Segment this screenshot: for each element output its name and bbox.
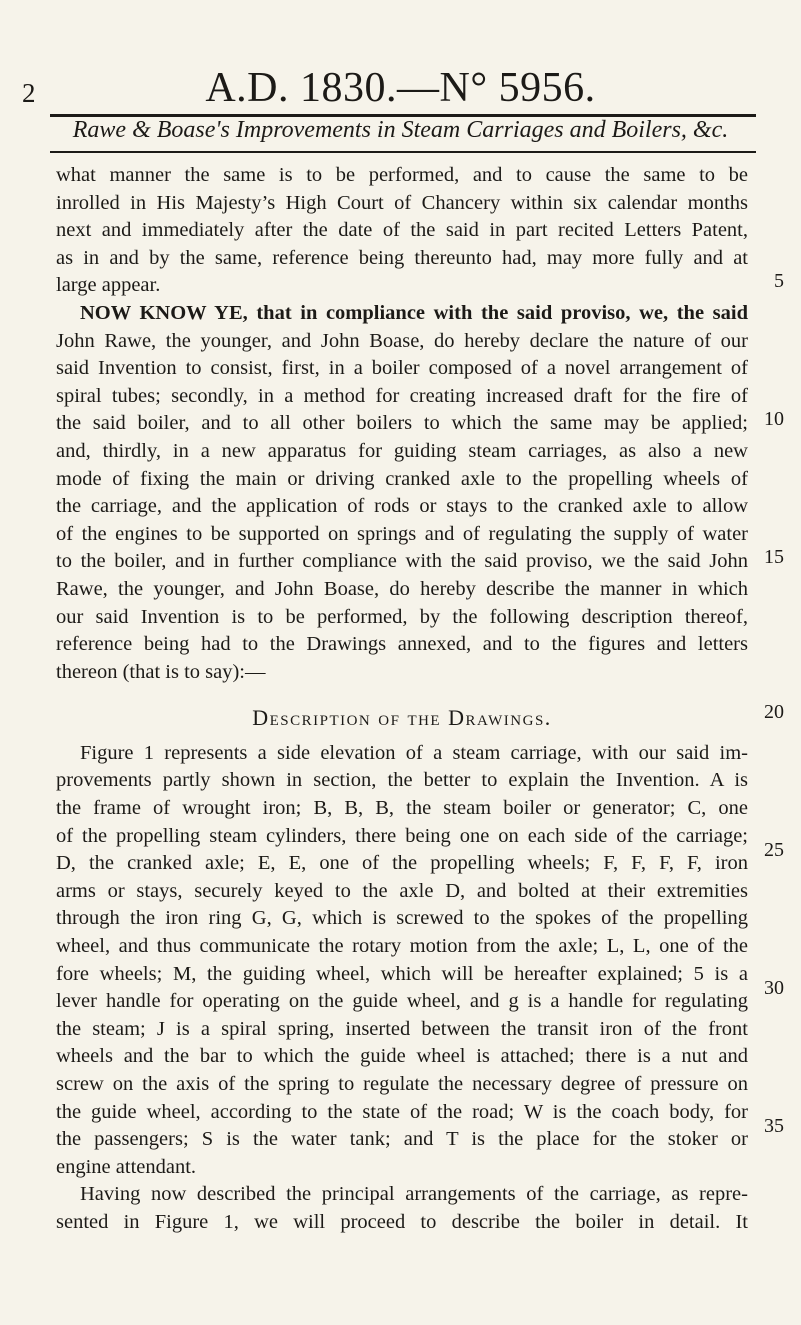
- text-line: wheel, and thus communicate the rotary motion from the axle; L, L, one of the: [56, 935, 748, 958]
- text-line: Figure 1 represents a side elevation of a steam carriage, with our said im-: [80, 741, 748, 764]
- text-line: of the engines to be supported on springs and of regulating the supply of water: [56, 522, 748, 545]
- text-line: our said Invention is to be performed, by the following description thereof,: [56, 605, 748, 628]
- text-line: to the boiler, and in further compliance with the said proviso, we the said John: [56, 550, 748, 573]
- text-line: next and immediately after the date of the said in part recited Letters Patent,: [56, 219, 748, 242]
- text-line: of the propelling steam cylinders, there being one on each side of the carriage;: [56, 824, 748, 847]
- text-line: provements partly shown in section, the better to explain the Invention. A is: [56, 769, 748, 792]
- text-line: thereon (that is to say):—: [56, 660, 266, 683]
- body-text: [56, 162, 748, 1237]
- text-line: lever handle for operating on the guide wheel, and g is a handle for regulating: [56, 990, 748, 1013]
- text-line: sented in Figure 1, we will proceed to describe the boiler in detail. It: [56, 1210, 748, 1233]
- text-line: screw on the axis of the spring to regulate the necessary degree of pressure on: [56, 1073, 748, 1095]
- text-line: engine attendant.: [56, 1155, 197, 1178]
- text-line: inrolled in His Majesty’s High Court of Chancery within six calendar months: [56, 191, 748, 214]
- margin-line-number: 15: [764, 546, 784, 568]
- text-line: through the iron ring G, G, which is screwed to the spokes of the propelling: [56, 907, 748, 930]
- text-line: arms or stays, securely keyed to the axle D, and bolted at their extremities: [56, 879, 748, 902]
- text-line: the frame of wrought iron; B, B, B, the steam boiler or generator; C, one: [56, 797, 748, 820]
- text-line: the passengers; S is the water tank; and T is the place for the stoker or: [56, 1128, 748, 1151]
- text-line: fore wheels; M, the guiding wheel, which will be hereafter explained; 5 is a: [56, 962, 748, 985]
- text-line: large appear.: [56, 274, 161, 297]
- text-line: said Invention to consist, first, in a boiler composed of a novel arrangement of: [56, 357, 748, 380]
- text-line: spiral tubes; secondly, in a method for creating increased draft for the fire of: [56, 384, 748, 407]
- text-line: the carriage, and the application of rods or stays to the cranked axle to allow: [56, 495, 748, 518]
- text-line: D, the cranked axle; E, E, one of the propelling wheels; F, F, F, F, iron: [56, 852, 748, 875]
- text-line: NOW KNOW YE, that in compliance with the said proviso, we, the said: [80, 301, 748, 324]
- text-line: mode of fixing the main or driving cranked axle to the propelling wheels of: [56, 467, 748, 490]
- text-line: wheels and the bar to which the guide wheel is attached; there is a nut and: [56, 1045, 748, 1068]
- text-line: reference being had to the Drawings annexed, and to the figures and letters: [56, 633, 748, 656]
- text-line: Having now described the principal arrangements of the carriage, as repre-: [80, 1183, 748, 1206]
- text-line: John Rawe, the younger, and John Boase, do hereby declare the nature of our: [56, 329, 748, 352]
- margin-line-number: 10: [764, 408, 784, 430]
- margin-line-number: 25: [764, 839, 784, 861]
- running-title: Rawe & Boase's Improvements in Steam Carriages and Boilers, &c.: [72, 117, 729, 143]
- text-line: as in and by the same, reference being thereunto had, may more fully and at: [56, 246, 748, 269]
- text-line: Rawe, the younger, and John Boase, do hereby describe the manner in which: [56, 577, 748, 600]
- text-line: what manner the same is to be performed, and to cause the same to be: [56, 164, 748, 186]
- page-title: A.D. 1830.—N° 5956.: [205, 65, 596, 111]
- text-line: the guide wheel, according to the state of the road; W is the coach body, for: [56, 1100, 748, 1123]
- header-rule-bottom: [50, 151, 756, 153]
- margin-line-number: 30: [764, 977, 784, 999]
- text-line: the steam; J is a spiral spring, inserted between the transit iron of the front: [56, 1017, 748, 1040]
- margin-line-number: 35: [764, 1115, 784, 1137]
- margin-line-number: 20: [764, 701, 784, 723]
- text-line: the said boiler, and to all other boilers to which the same may be applied;: [56, 412, 748, 435]
- page-number: 2: [22, 78, 36, 108]
- section-heading: Description of the Drawings.: [252, 705, 552, 731]
- margin-line-number: 5: [774, 270, 784, 292]
- text-line: and, thirdly, in a new apparatus for guiding steam carriages, as also a new: [56, 439, 748, 462]
